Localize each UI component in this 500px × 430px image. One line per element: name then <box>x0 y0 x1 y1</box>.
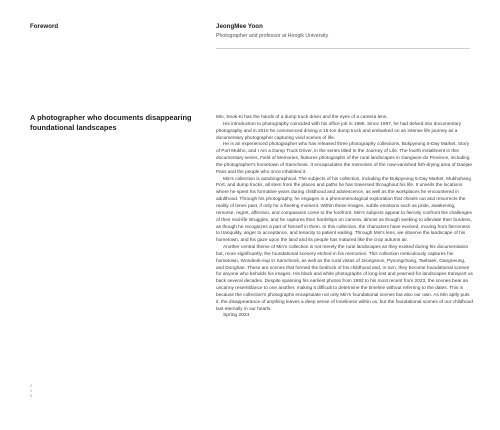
essay-body <box>216 115 474 320</box>
essay-paragraph: Min's collection is autobiographical. The subjects of his collection, including the Bukpyeong 5-Day Market, Mukhohang Port, and dump trucks, all stem from the places and paths he has traversed throughout his life. It unveils the locations where he spent his formative years during childhood and adolescence, as well as the workplaces he encountered in adulthood. Through his photography, he engages in a phenomenological exploration that chisels out and resurrects the reality of times past, if only for a fleeting moment. Within these images, subtle emotions such as pride, awakening, remorse, regret, affection, and compassion come to the forefront. Min's subjects appear to fiercely confront the challenges of their real-life struggles, and he captures their hardships on camera, almost as though seeking to alleviate their burdens, as though he recognizes a part of himself in them. In this collection, the characters have evolved, moving from fierceness to tranquility, anger to acceptance, and tenacity to patient waiting. Through Min's lens, we observe the landscape of his hometown, and his gaze upon the land and its people has matured like the crop autumn air. <box>216 176 472 244</box>
essay-paragraph: Another central theme of Min's collection is not merely the rural landscapes as they existed during his documentation but, more significantly, the foundational scenery etched in his memories. This collection meticulously captures his hometown, Wondeok-eup in Samcheok, as well as the rural vistas of Jeongseon, Pyeongchang, Taebaek, Gangneung, and Donghae. These are scenes that formed the bedrock of his childhood and, in turn, they become foundational scenes for anyone who beholds his images. His black and white photographs of long-lost and yearned-for landscapes transport us back several decades. Despite spanning his earliest photos from 1992 to his most recent from 2023, the scenes bear an uncanny resemblance to one another, making it difficult to determine the timeline without referring to the dates. This is because the collection's photographs encapsulate not only Min's foundational scenes but also our own. As Min aptly puts it, the disappearance of anything leaves a deep sense of loneliness within us, but the foundational scenes of our childhood last eternally in our hearts. <box>216 245 473 312</box>
page-digit: 0 <box>30 384 32 388</box>
essay-paragraph: His introduction to photography coincided with his office job in 1986. Since 1997, he had delved into documentary photography and in 2010 he commenced driving a 15-ton dump truck and embarked on an intense life journey as a documentary photographer capturing vivid scenes of life. <box>216 121 462 141</box>
page-digit: 0 <box>30 389 32 394</box>
author-block <box>216 23 328 39</box>
essay-paragraph: Min, Seok-Ki has the hands of a dump truck driver and the eyes of a camera lens. <box>216 115 388 120</box>
page-number <box>30 384 32 400</box>
section-label: Foreword <box>30 23 59 30</box>
author-name: JeongMee Yoon <box>216 23 263 30</box>
author-role: Photographer and professor at Hongik University <box>216 33 329 39</box>
essay-signoff: Spring 2024 <box>223 313 250 319</box>
essay-title: A photographer who documents disappearing foundational landscapes <box>30 113 192 132</box>
page-digit: 8 <box>30 394 32 399</box>
essay-paragraph: He is an experienced photographer who has released three photography collections, Bukpyeong 5-Day Market, Story of Port Mukho, and I Am a Dump Truck Driver, in the series titled In the Journey of Life. The fourth installment in this documentary series, Field of Memories, features photographs of the rural landscapes in Gangwon-do Province, including the photographer's hometown of Samcheok. It encapsulates the memories of the now-vanished fish-drying area of Daejae Pass and the people who once inhabited it. <box>216 142 472 175</box>
header-divider <box>216 48 470 49</box>
